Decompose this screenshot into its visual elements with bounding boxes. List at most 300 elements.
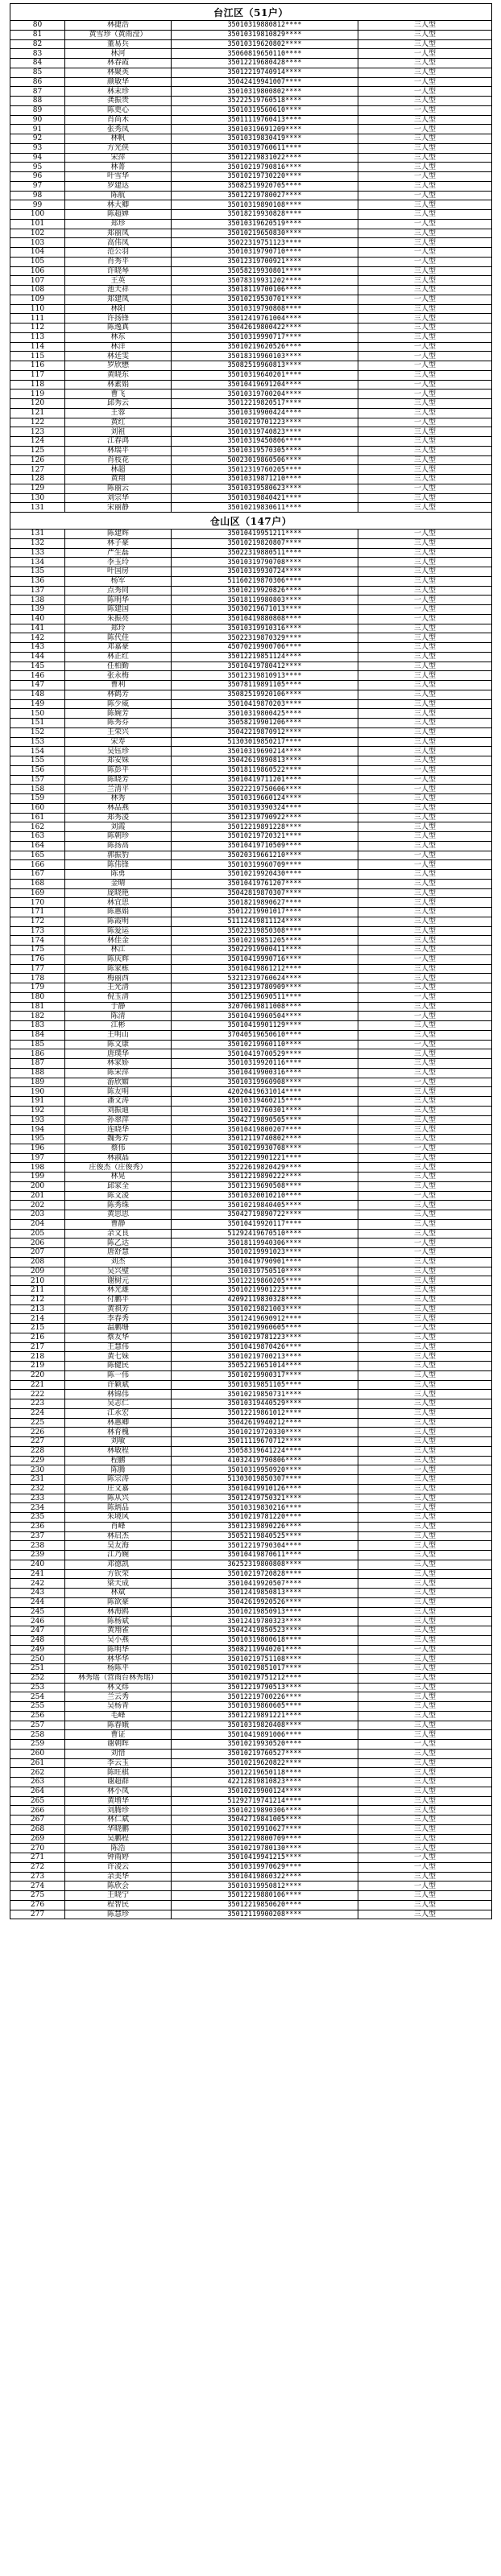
household-type: 三人型 — [358, 1456, 492, 1465]
table-row — [10, 1607, 492, 1617]
household-type: 一人型 — [358, 125, 492, 134]
row-number: 219 — [10, 1362, 65, 1371]
id-number: 35010319890108**** — [172, 200, 358, 210]
applicant-name: 钟雨婷 — [65, 1853, 172, 1863]
row-number: 257 — [10, 1721, 65, 1730]
id-number: 35010219920430**** — [172, 870, 358, 880]
id-number: 35012219740914**** — [172, 68, 358, 77]
row-number: 124 — [10, 437, 65, 447]
table-row — [10, 822, 492, 832]
row-number: 146 — [10, 671, 65, 681]
household-type: 三人型 — [358, 1021, 492, 1031]
applicant-name: 陈逸真 — [65, 324, 172, 333]
applicant-name: 方钦荣 — [65, 1569, 172, 1579]
applicant-name: 余美华 — [65, 1872, 172, 1882]
applicant-name: 陈春娥 — [65, 1721, 172, 1730]
household-type: 三人型 — [358, 822, 492, 832]
id-number: 41032419790806**** — [172, 1456, 358, 1465]
applicant-name: 宋丽静 — [65, 503, 172, 513]
table-row — [10, 548, 492, 558]
table-row — [10, 1872, 492, 1882]
applicant-name: 金晴 — [65, 879, 172, 888]
row-number: 188 — [10, 1068, 65, 1078]
row-number: 83 — [10, 49, 65, 59]
row-number: 224 — [10, 1408, 65, 1418]
household-type: 三人型 — [358, 399, 492, 409]
row-number: 222 — [10, 1390, 65, 1399]
household-type: 三人型 — [358, 1711, 492, 1721]
household-type: 三人型 — [358, 946, 492, 955]
applicant-name: 颜敏华 — [65, 77, 172, 87]
household-type: 三人型 — [358, 841, 492, 851]
table-row — [10, 1078, 492, 1087]
table-row — [10, 1068, 492, 1078]
id-number: 36252319800808**** — [172, 1560, 358, 1569]
id-number: 35012219790513**** — [172, 1683, 358, 1692]
household-type: 三人型 — [358, 1333, 492, 1342]
id-number: 35222619820429**** — [172, 1163, 358, 1173]
id-number: 35010319970629**** — [172, 1862, 358, 1872]
row-number: 194 — [10, 1125, 65, 1135]
row-number: 129 — [10, 484, 65, 493]
row-number: 266 — [10, 1806, 65, 1816]
table-row — [10, 370, 492, 380]
table-row — [10, 380, 492, 389]
applicant-name: 唐璞华 — [65, 1049, 172, 1059]
table-row — [10, 1219, 492, 1229]
id-number: 35012219700226**** — [172, 1692, 358, 1702]
table-row — [10, 596, 492, 605]
applicant-name: 林子豪 — [65, 538, 172, 548]
id-number: 35012119740802**** — [172, 1135, 358, 1144]
row-number: 138 — [10, 596, 65, 605]
table-row — [10, 1475, 492, 1485]
table-row — [10, 1522, 492, 1531]
household-type: 三人型 — [358, 1380, 492, 1390]
applicant-name: 江永宏 — [65, 1408, 172, 1418]
id-number: 35012319810913**** — [172, 671, 358, 681]
table-row — [10, 530, 492, 539]
applicant-name: 陈清 — [65, 1012, 172, 1021]
row-number: 175 — [10, 946, 65, 955]
id-number: 35010319820408**** — [172, 1721, 358, 1730]
row-number: 253 — [10, 1683, 65, 1692]
id-number: 35020319661210**** — [172, 851, 358, 860]
row-number: 232 — [10, 1484, 65, 1494]
table-row — [10, 437, 492, 447]
id-number: 35010319760611**** — [172, 143, 358, 153]
applicant-name: 陈彭平 — [65, 765, 172, 775]
table-row — [10, 219, 492, 229]
id-number: 35010319950920**** — [172, 1465, 358, 1475]
applicant-name: 林菁 — [65, 163, 172, 172]
household-type: 三人型 — [358, 1824, 492, 1834]
id-number: 35010219900317**** — [172, 1370, 358, 1380]
household-type: 三人型 — [358, 926, 492, 936]
household-type: 一人型 — [358, 361, 492, 371]
applicant-name: 黄思思 — [65, 1210, 172, 1220]
applicant-name: 林秀 — [65, 794, 172, 804]
household-type: 三人型 — [358, 1806, 492, 1816]
id-number: 35010219991023**** — [172, 1248, 358, 1258]
household-type: 一人型 — [358, 49, 492, 59]
row-number: 171 — [10, 908, 65, 917]
household-type: 一人型 — [358, 172, 492, 182]
household-type: 三人型 — [358, 408, 492, 418]
applicant-name: 陈明华 — [65, 1645, 172, 1655]
row-number: 107 — [10, 276, 65, 286]
applicant-name: 林敏程 — [65, 1446, 172, 1456]
applicant-name: 陈腾 — [65, 1465, 172, 1475]
applicant-name: 陈伟锋 — [65, 860, 172, 870]
table-row — [10, 1399, 492, 1409]
household-type: 一人型 — [358, 248, 492, 258]
row-number: 240 — [10, 1560, 65, 1569]
household-type: 三人型 — [358, 1370, 492, 1380]
row-number: 263 — [10, 1778, 65, 1787]
id-number: 53212319760624**** — [172, 974, 358, 983]
applicant-name: 温鹏珊 — [65, 1324, 172, 1333]
applicant-name: 龚振贵 — [65, 97, 172, 106]
row-number: 229 — [10, 1456, 65, 1465]
applicant-name: 连晓华 — [65, 1125, 172, 1135]
row-number: 96 — [10, 172, 65, 182]
applicant-name: 郑珍 — [65, 219, 172, 229]
household-type: 三人型 — [358, 21, 492, 31]
row-number: 217 — [10, 1342, 65, 1352]
table-row — [10, 1891, 492, 1901]
row-number: 173 — [10, 926, 65, 936]
id-number: 35010319790808**** — [172, 304, 358, 314]
roster-body — [10, 4, 492, 1919]
table-row — [10, 1806, 492, 1816]
table-row — [10, 68, 492, 77]
id-number: 35022319870329**** — [172, 633, 358, 643]
row-number: 87 — [10, 87, 65, 97]
table-row — [10, 1721, 492, 1730]
row-number: 212 — [10, 1295, 65, 1304]
table-row — [10, 1910, 492, 1919]
id-number: 35010219850731**** — [172, 1390, 358, 1399]
household-type: 三人型 — [358, 1030, 492, 1040]
row-number: 273 — [10, 1872, 65, 1882]
id-number: 35030219671013**** — [172, 605, 358, 615]
row-number: 101 — [10, 219, 65, 229]
row-number: 187 — [10, 1059, 65, 1069]
row-number: 180 — [10, 992, 65, 1002]
table-row — [10, 408, 492, 418]
table-row — [10, 1115, 492, 1125]
id-number: 35010219960110**** — [172, 1040, 358, 1049]
applicant-name: 庄文嘉 — [65, 1484, 172, 1494]
applicant-name: 陈宗涛 — [65, 1475, 172, 1485]
table-row — [10, 662, 492, 671]
table-row — [10, 389, 492, 399]
id-number: 35042419850523**** — [172, 1626, 358, 1636]
row-number: 112 — [10, 324, 65, 333]
applicant-name: 林正红 — [65, 652, 172, 662]
id-number: 35010319830216**** — [172, 1503, 358, 1513]
household-type: 一人型 — [358, 418, 492, 427]
table-row — [10, 1370, 492, 1380]
row-number: 167 — [10, 870, 65, 880]
id-number: 35012319890226**** — [172, 1522, 358, 1531]
row-number: 169 — [10, 888, 65, 898]
household-type: 三人型 — [358, 437, 492, 447]
id-number: 35010320010210**** — [172, 1191, 358, 1201]
id-number: 35010419790901**** — [172, 1257, 358, 1267]
applicant-name: 唐舒慧 — [65, 1248, 172, 1258]
id-number: 32070619811008**** — [172, 1002, 358, 1012]
id-number: 35010319740823**** — [172, 427, 358, 437]
id-number: 35018219890627**** — [172, 898, 358, 908]
row-number: 246 — [10, 1617, 65, 1626]
row-number: 95 — [10, 163, 65, 172]
applicant-name: 蔡伟 — [65, 1144, 172, 1153]
applicant-name: 陈从兴 — [65, 1494, 172, 1503]
household-type: 三人型 — [358, 1304, 492, 1314]
applicant-name: 林晃 — [65, 1173, 172, 1182]
id-number: 35010219730220**** — [172, 172, 358, 182]
applicant-name: 曹静 — [65, 1219, 172, 1229]
id-number: 42092119830328**** — [172, 1295, 358, 1304]
applicant-name: 刘振迪 — [65, 1106, 172, 1115]
table-row — [10, 1097, 492, 1107]
applicant-name: 罗欣懋 — [65, 361, 172, 371]
applicant-name: 陈慧珍 — [65, 1910, 172, 1919]
id-number: 35010319960709**** — [172, 860, 358, 870]
household-type: 一人型 — [358, 191, 492, 200]
row-number: 251 — [10, 1664, 65, 1674]
id-number: 35012219901017**** — [172, 908, 358, 917]
household-type: 三人型 — [358, 1796, 492, 1806]
row-number: 135 — [10, 567, 65, 577]
household-type: 三人型 — [358, 200, 492, 210]
id-number: 35010419861212**** — [172, 964, 358, 974]
household-type: 一人型 — [358, 785, 492, 794]
applicant-name: 林光雄 — [65, 1286, 172, 1296]
row-number: 182 — [10, 1012, 65, 1021]
household-type: 三人型 — [358, 1787, 492, 1796]
id-number: 35078119891105**** — [172, 681, 358, 690]
applicant-name: 林华华 — [65, 1655, 172, 1664]
table-row — [10, 1012, 492, 1021]
household-type: 一人型 — [358, 1191, 492, 1201]
household-type: 三人型 — [358, 1503, 492, 1513]
table-row — [10, 1768, 492, 1778]
household-type: 三人型 — [358, 1569, 492, 1579]
row-number: 178 — [10, 974, 65, 983]
table-row — [10, 1484, 492, 1494]
table-row — [10, 992, 492, 1002]
household-type: 三人型 — [358, 699, 492, 709]
household-type: 三人型 — [358, 304, 492, 314]
household-type: 三人型 — [358, 709, 492, 719]
row-number: 156 — [10, 765, 65, 775]
table-row — [10, 1021, 492, 1031]
id-number: 35010419900316**** — [172, 1068, 358, 1078]
table-row — [10, 1778, 492, 1787]
applicant-name: 王慧伟 — [65, 1342, 172, 1352]
row-number: 140 — [10, 614, 65, 624]
row-number: 184 — [10, 1030, 65, 1040]
id-number: 35010219850913**** — [172, 1607, 358, 1617]
row-number: 86 — [10, 77, 65, 87]
row-number: 97 — [10, 181, 65, 191]
household-type: 三人型 — [358, 1692, 492, 1702]
id-number: 35010419800207**** — [172, 1125, 358, 1135]
id-number: 35010419870611**** — [172, 1551, 358, 1560]
id-number: 35012519690511**** — [172, 992, 358, 1002]
household-type: 一人型 — [358, 530, 492, 539]
applicant-name: 黄晓东 — [65, 370, 172, 380]
household-type: 一人型 — [358, 87, 492, 97]
id-number: 35010319830419**** — [172, 134, 358, 144]
household-type: 三人型 — [358, 1446, 492, 1456]
table-row — [10, 1758, 492, 1768]
applicant-name: 宋寿 — [65, 737, 172, 747]
id-number: 35012319790922**** — [172, 813, 358, 822]
applicant-name: 陈浩 — [65, 1844, 172, 1853]
row-number: 130 — [10, 493, 65, 503]
id-number: 35012219790304**** — [172, 1541, 358, 1551]
table-row — [10, 954, 492, 964]
table-row — [10, 756, 492, 766]
row-number: 110 — [10, 304, 65, 314]
applicant-name: 蔡友华 — [65, 1333, 172, 1342]
row-number: 145 — [10, 662, 65, 671]
id-number: 35042819870307**** — [172, 888, 358, 898]
id-number: 35010319790708**** — [172, 558, 358, 567]
applicant-name: 黄增华 — [65, 1796, 172, 1806]
applicant-name: 陈建国 — [65, 605, 172, 615]
household-type: 三人型 — [358, 586, 492, 596]
table-row — [10, 983, 492, 993]
id-number: 35010319660124**** — [172, 794, 358, 804]
applicant-name: 曹证 — [65, 1730, 172, 1740]
id-number: 35012319690508**** — [172, 1181, 358, 1191]
applicant-name: 林瑞平 — [65, 446, 172, 455]
household-type: 三人型 — [358, 276, 492, 286]
row-number: 172 — [10, 917, 65, 926]
household-type: 一人型 — [358, 1324, 492, 1333]
table-row — [10, 690, 492, 699]
household-type: 一人型 — [358, 1248, 492, 1258]
row-number: 260 — [10, 1749, 65, 1758]
id-number: 35010319440529**** — [172, 1399, 358, 1409]
row-number: 235 — [10, 1513, 65, 1523]
table-row — [10, 1049, 492, 1059]
id-number: 35010419761207**** — [172, 879, 358, 888]
household-type: 三人型 — [358, 1437, 492, 1447]
applicant-name: 陈更心 — [65, 105, 172, 115]
household-type: 三人型 — [358, 1721, 492, 1730]
applicant-name: 许扬锋 — [65, 314, 172, 324]
row-number: 114 — [10, 342, 65, 352]
applicant-name: 黄翔 — [65, 475, 172, 484]
household-type: 三人型 — [358, 30, 492, 39]
id-number: 35018119940306**** — [172, 1239, 358, 1248]
id-number: 35010219650830**** — [172, 229, 358, 238]
household-type: 一人型 — [358, 775, 492, 785]
row-number: 250 — [10, 1655, 65, 1664]
row-number: 223 — [10, 1399, 65, 1409]
household-type: 三人型 — [358, 1257, 492, 1267]
row-number: 254 — [10, 1692, 65, 1702]
table-row — [10, 295, 492, 304]
household-type: 三人型 — [358, 1844, 492, 1853]
household-type: 三人型 — [358, 633, 492, 643]
household-type: 一人型 — [358, 484, 492, 493]
applicant-name: 王晓宁 — [65, 1891, 172, 1901]
applicant-name: 郑安妹 — [65, 756, 172, 766]
table-row — [10, 1834, 492, 1844]
applicant-name: 林仁斌 — [65, 1816, 172, 1825]
id-number: 35022319880511**** — [172, 548, 358, 558]
table-row — [10, 841, 492, 851]
id-number: 35222519760518**** — [172, 97, 358, 106]
row-number: 205 — [10, 1229, 65, 1239]
table-row — [10, 1569, 492, 1579]
household-type: 三人型 — [358, 1219, 492, 1229]
row-number: 256 — [10, 1711, 65, 1721]
table-row — [10, 304, 492, 314]
id-number: 35010419901129**** — [172, 1021, 358, 1031]
id-number: 35012219891228**** — [172, 822, 358, 832]
applicant-name: 林河 — [65, 49, 172, 59]
applicant-name: 杨陈平 — [65, 1664, 172, 1674]
applicant-name: 林海鸥 — [65, 1607, 172, 1617]
table-row — [10, 125, 492, 134]
id-number: 35010219781220**** — [172, 1513, 358, 1523]
household-type: 三人型 — [358, 115, 492, 125]
table-row — [10, 97, 492, 106]
table-row — [10, 248, 492, 258]
row-number: 259 — [10, 1740, 65, 1750]
row-number: 215 — [10, 1324, 65, 1333]
table-row — [10, 1106, 492, 1115]
table-row — [10, 286, 492, 295]
id-number: 35012319760205**** — [172, 465, 358, 475]
id-number: 35010319800425**** — [172, 709, 358, 719]
household-type: 一人型 — [358, 1862, 492, 1872]
applicant-name: 许颖斌 — [65, 1380, 172, 1390]
table-row — [10, 681, 492, 690]
id-number: 35042219870912**** — [172, 727, 358, 737]
household-type: 三人型 — [358, 153, 492, 163]
table-row — [10, 1201, 492, 1210]
applicant-name: 肖秀平 — [65, 257, 172, 266]
id-number: 35010219760301**** — [172, 1106, 358, 1115]
id-number: 35010219820807**** — [172, 538, 358, 548]
row-number: 207 — [10, 1248, 65, 1258]
table-row — [10, 1040, 492, 1049]
household-type: 一人型 — [358, 257, 492, 266]
id-number: 35010219751212**** — [172, 1673, 358, 1683]
id-number: 35018219930828**** — [172, 210, 358, 220]
household-type: 一人型 — [358, 1740, 492, 1750]
table-row — [10, 794, 492, 804]
row-number: 105 — [10, 257, 65, 266]
row-number: 210 — [10, 1276, 65, 1286]
id-number: 37040519650610**** — [172, 1030, 358, 1040]
table-row — [10, 803, 492, 813]
applicant-name: 陈惠娟 — [65, 908, 172, 917]
household-type: 三人型 — [358, 97, 492, 106]
id-number: 35010319640201**** — [172, 370, 358, 380]
id-number: 35012419750321**** — [172, 1494, 358, 1503]
table-row — [10, 576, 492, 586]
